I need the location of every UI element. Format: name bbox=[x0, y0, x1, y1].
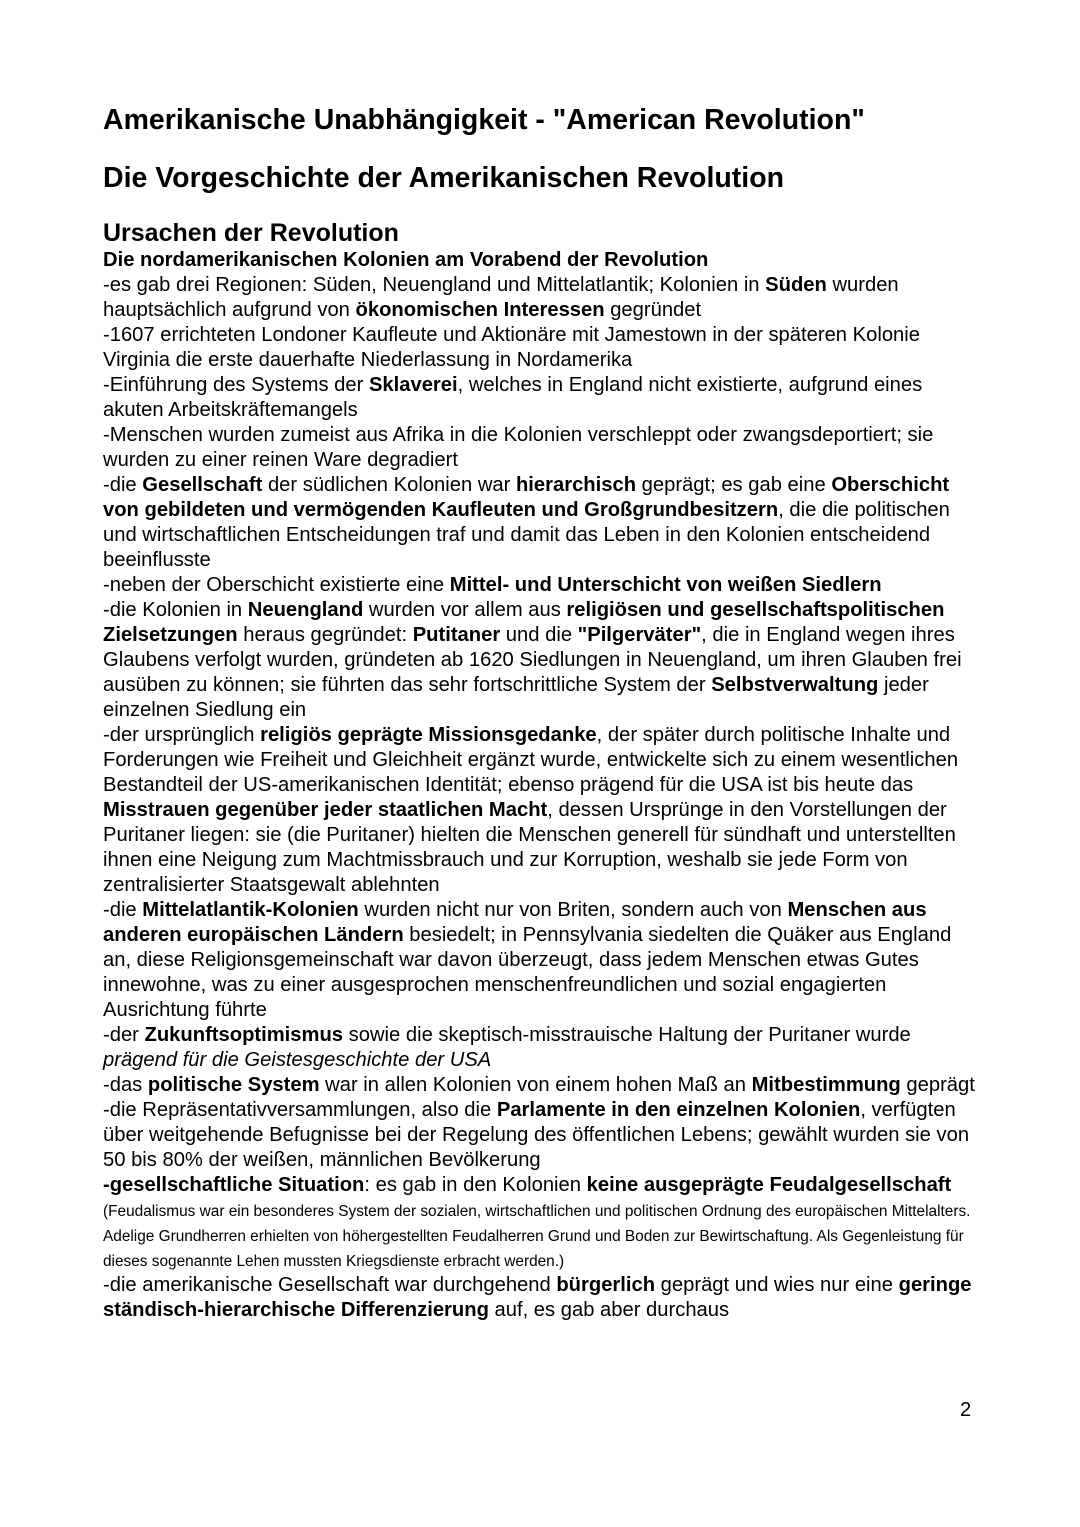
text-run: -1607 errichteten Londoner Kaufleute und Aktionäre mit Jamestown in der späteren Kolonie Virginia die erste dauerhafte Niederlassung in Nordamerika bbox=[103, 324, 920, 371]
text-run: -die bbox=[103, 474, 143, 496]
text-run: geringe ständisch-hierarchische Differenzierung bbox=[103, 1274, 972, 1321]
text-run: Parlamente in den einzelnen Kolonien bbox=[496, 1099, 861, 1121]
document-title: Amerikanische Unabhängigkeit - "American Revolution" bbox=[103, 104, 865, 136]
text-run: ökonomischen Interessen bbox=[355, 299, 605, 321]
page-number: 2 bbox=[960, 1399, 972, 1421]
text-run: religiös geprägte Missionsgedanke bbox=[260, 724, 597, 746]
footnote-text: (Feudalismus war ein besonderes System der sozialen, wirtschaftlichen und politischen Ordnung des europäischen Mittelalters. Adelige Grundherren erhielten von höhergestellten Feudalherren Grund und Boden zur Bewirtschaftung. Als Gegenleistung für dieses sogenannte Lehen mussten Kriegsdienste erbracht werden.) bbox=[103, 1203, 971, 1270]
text-run: Menschen aus anderen europäischen Ländern bbox=[103, 899, 927, 946]
subsection-heading: Ursachen der Revolution bbox=[103, 219, 399, 247]
paragraph bbox=[103, 1173, 983, 1273]
text-run: -Einführung des Systems der bbox=[103, 374, 369, 396]
text-run: Mitbestimmung bbox=[751, 1074, 901, 1096]
text-run: heraus gegründet: bbox=[237, 624, 413, 646]
text-run: wurden hauptsächlich aufgrund von bbox=[103, 274, 899, 321]
text-run: der südlichen Kolonien war bbox=[262, 474, 516, 496]
text-run: -die bbox=[103, 899, 143, 921]
text-run: gegründet bbox=[604, 299, 702, 321]
text-run: -gesellschaftliche Situation bbox=[103, 1174, 365, 1196]
text-run: auf, es gab aber durchaus bbox=[488, 1299, 730, 1321]
paragraph bbox=[103, 1023, 983, 1073]
text-run: , welches in England nicht existierte, aufgrund eines akuten Arbeitskräftemangels bbox=[103, 374, 923, 421]
text-run: geprägt; es gab eine bbox=[636, 474, 832, 496]
text-run: keine ausgeprägte Feudalgesellschaft bbox=[586, 1174, 952, 1196]
paragraph bbox=[103, 723, 983, 898]
text-run: -neben der Oberschicht existierte eine bbox=[103, 574, 450, 596]
text-run: Mittel- und Unterschicht von weißen Siedlern bbox=[449, 574, 882, 596]
text-run: , der später durch politische Inhalte und Forderungen wie Freiheit und Gleichheit ergänzt wurde, entwickelte sich zu einem wesentlichen Bestandteil der US-amerikanischen Identität; ebenso prägend für die USA ist bis heute das bbox=[103, 724, 959, 796]
text-run: -die Kolonien in bbox=[103, 599, 248, 621]
text-run: Sklaverei bbox=[368, 374, 458, 396]
text-run: politische System bbox=[147, 1074, 320, 1096]
paragraph bbox=[103, 898, 983, 1023]
paragraph bbox=[103, 423, 983, 473]
text-run: -der ursprünglich bbox=[103, 724, 261, 746]
section-heading: Die Vorgeschichte der Amerikanischen Revolution bbox=[103, 162, 785, 194]
text-run: Putitaner bbox=[412, 624, 501, 646]
text-run: Gesellschaft bbox=[142, 474, 263, 496]
text-run: prägend für die Geistesgeschichte der USA bbox=[103, 1049, 492, 1071]
text-run: geprägt bbox=[900, 1074, 975, 1096]
paragraph bbox=[103, 598, 983, 723]
paragraph bbox=[103, 273, 983, 323]
text-run: und die bbox=[500, 624, 578, 646]
text-run: -die amerikanische Gesellschaft war durchgehend bbox=[103, 1274, 557, 1296]
text-run: -es gab drei Regionen: Süden, Neuengland und Mittelatlantik; Kolonien in bbox=[103, 274, 766, 296]
text-run: -die Repräsentativversammlungen, also die bbox=[103, 1099, 497, 1121]
paragraph bbox=[103, 1273, 983, 1323]
text-run: besiedelt; in Pennsylvania siedelten die Quäker aus England an, diese Religionsgemeinschaft war davon überzeugt, dass jedem Menschen etwas Gutes innewohne, was zu einer ausgesprochen menschenfreundlichen und sozial engagierten Ausrichtung führte bbox=[103, 924, 952, 1021]
text-run: Süden bbox=[765, 274, 827, 296]
paragraph bbox=[103, 373, 983, 423]
text-run: Oberschicht von gebildeten und vermögenden Kaufleuten und Großgrundbesitzern bbox=[103, 474, 950, 521]
text-run: Zukunftsoptimismus bbox=[144, 1024, 344, 1046]
text-run: Mittelatlantik-Kolonien bbox=[142, 899, 359, 921]
text-run: bürgerlich bbox=[556, 1274, 656, 1296]
text-run: : es gab in den Kolonien bbox=[364, 1174, 587, 1196]
text-run: -Menschen wurden zumeist aus Afrika in die Kolonien verschleppt oder zwangsdeportiert; sie wurden zu einer reinen Ware degradiert bbox=[103, 424, 934, 471]
paragraph bbox=[103, 323, 983, 373]
paragraph bbox=[103, 1073, 983, 1098]
subheading: Die nordamerikanischen Kolonien am Vorabend der Revolution bbox=[103, 249, 709, 271]
body-text bbox=[103, 273, 983, 1323]
text-run: , dessen Ursprünge in den Vorstellungen der Puritaner liegen: sie (die Puritaner) hielten die Menschen generell für sündhaft und unterstellten ihnen eine Neigung zum Machtmissbrauch und zur Korruption, weshalb sie jede Form von zentralisierter Staatsgewalt ablehnten bbox=[103, 799, 956, 896]
text-run: war in allen Kolonien von einem hohen Maß an bbox=[319, 1074, 752, 1096]
text-run: Misstrauen gegenüber jeder staatlichen Macht bbox=[103, 799, 548, 821]
text-run: hierarchisch bbox=[515, 474, 637, 496]
text-run: geprägt und wies nur eine bbox=[655, 1274, 899, 1296]
text-run: -der bbox=[103, 1024, 145, 1046]
text-run: jeder einzelnen Siedlung ein bbox=[103, 674, 929, 721]
text-run: wurden nicht nur von Briten, sondern auch von bbox=[358, 899, 788, 921]
paragraph bbox=[103, 573, 983, 598]
text-run: , die die politischen und wirtschaftlichen Entscheidungen traf und damit das Leben in den Kolonien entscheidend beeinflusste bbox=[103, 499, 950, 571]
text-run: religiösen und gesellschaftspolitischen Zielsetzungen bbox=[103, 599, 945, 646]
paragraph bbox=[103, 473, 983, 573]
document-page bbox=[103, 100, 983, 1323]
text-run: Neuengland bbox=[247, 599, 364, 621]
text-run: sowie die skeptisch-misstrauische Haltung der Puritaner wurde bbox=[343, 1024, 911, 1046]
text-run: "Pilgerväter" bbox=[577, 624, 702, 646]
text-run: -das bbox=[103, 1074, 148, 1096]
text-run: wurden vor allem aus bbox=[363, 599, 567, 621]
text-run: , verfügten über weitgehende Befugnisse bei der Regelung des öffentlichen Lebens; gewählt wurden sie von 50 bis 80% der weißen, männlichen Bevölkerung bbox=[103, 1099, 970, 1171]
text-run: Selbstverwaltung bbox=[711, 674, 879, 696]
paragraph bbox=[103, 1098, 983, 1173]
text-run: , die in England wegen ihres Glaubens verfolgt wurden, gründeten ab 1620 Siedlungen in Neuengland, um ihren Glauben frei ausüben zu können; sie führten das sehr fortschrittliche System der bbox=[103, 624, 962, 696]
